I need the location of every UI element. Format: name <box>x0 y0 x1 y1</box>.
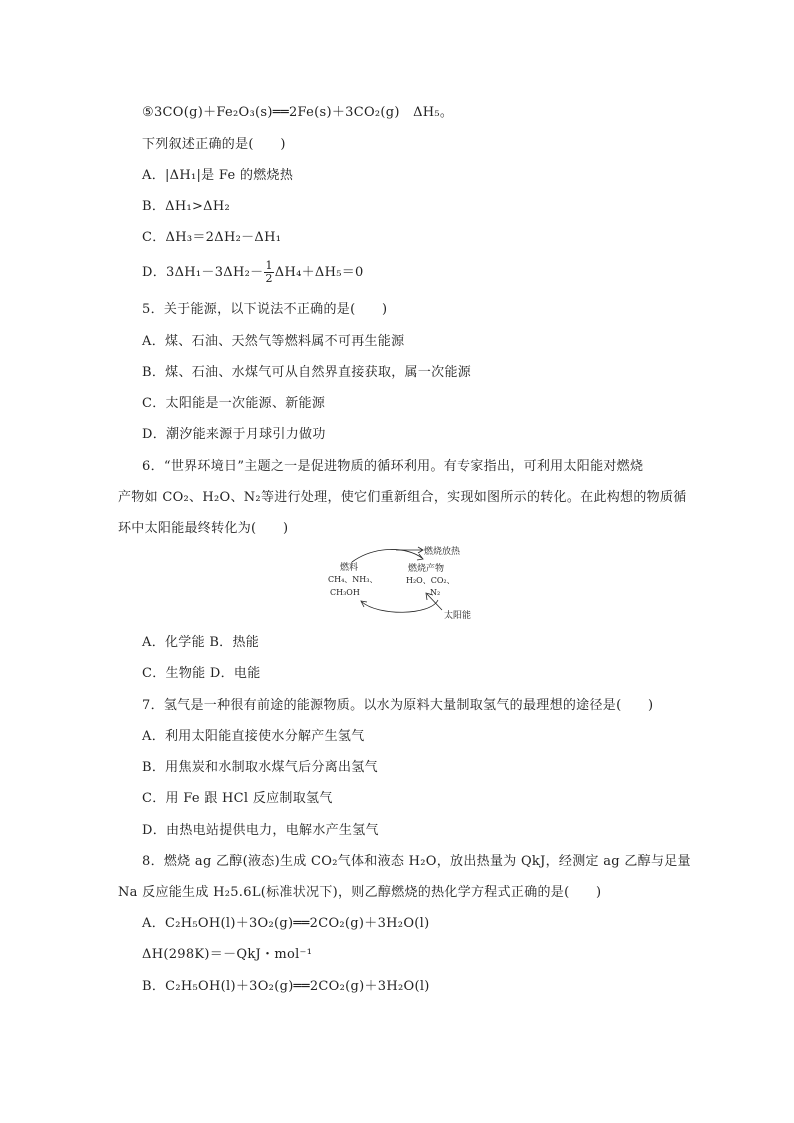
q6-options-cd: C．生物能 D．电能 <box>142 666 261 681</box>
fraction-denominator: 2 <box>265 272 273 285</box>
q4-option-d-part1: D．3ΔH₁－3ΔH₂－ <box>142 265 264 280</box>
q8-stem-line1: 8．燃烧 ag 乙醇(液态)生成 CO₂气体和液态 H₂O，放出热量为 QkJ，经测定 ag 乙醇与足量 <box>142 854 691 869</box>
fraction-numerator: 1 <box>265 259 273 272</box>
q7-option-c: C．用 Fe 跟 HCl 反应制取氢气 <box>142 791 333 806</box>
q7-stem: 7．氢气是一种很有前途的能源物质。以水为原料大量制取氢气的最理想的途径是( ) <box>142 698 654 713</box>
q8-stem-line2: Na 反应能生成 H₂5.6L(标准状况下)，则乙醇燃烧的热化学方程式正确的是( ) <box>118 885 602 900</box>
fuel-formulas-line1: CH₄、NH₃、 <box>328 575 378 584</box>
heat-release-label: 燃烧放热 <box>424 547 461 557</box>
q5-option-d: D．潮汐能来源于月球引力做功 <box>142 427 326 442</box>
fuel-title: 燃料 <box>340 563 359 573</box>
q5-stem: 5．关于能源，以下说法不正确的是( ) <box>142 302 388 317</box>
q4-option-b: B．ΔH₁>ΔH₂ <box>142 199 231 214</box>
energy-cycle-diagram <box>326 544 490 628</box>
q4-option-d-part2: ΔH₄＋ΔH₅＝0 <box>274 265 364 280</box>
q4-stem: 下列叙述正确的是( ) <box>142 137 286 152</box>
fuel-formulas-line2: CH₃OH <box>330 588 360 597</box>
product-formulas-line2: N₂ <box>430 588 441 597</box>
q5-option-b: B．煤、石油、水煤气可从自然界直接获取，属一次能源 <box>142 365 472 380</box>
q6-stem-line2: 产物如 CO₂、H₂O、N₂等进行处理，使它们重新组合，实现如图所示的转化。在此构想的物质循 <box>118 490 687 505</box>
q4-option-a: A．|ΔH₁|是 Fe 的燃烧热 <box>142 168 294 183</box>
q8-option-b-equation: B．C₂H₅OH(l)＋3O₂(g)══2CO₂(g)＋3H₂O(l) <box>142 979 430 994</box>
fraction-one-half <box>264 260 273 285</box>
q4-option-c: C．ΔH₃＝2ΔH₂－ΔH₁ <box>142 230 282 245</box>
q8-option-a-equation: A．C₂H₅OH(l)＋3O₂(g)══2CO₂(g)＋3H₂O(l) <box>142 916 430 931</box>
upper-cycle-arrow <box>352 549 422 562</box>
q7-option-d: D．由热电站提供电力，电解水产生氢气 <box>142 823 379 838</box>
q7-option-a: A．利用太阳能直接使水分解产生氢气 <box>142 729 365 744</box>
q6-stem-line3: 环中太阳能最终转化为( ) <box>118 521 289 536</box>
q4-option-d <box>142 260 364 285</box>
q5-option-c: C．太阳能是一次能源、新能源 <box>142 396 326 411</box>
q5-option-a: A．煤、石油、天然气等燃料属不可再生能源 <box>142 334 405 349</box>
q4-equation-5: ⑤3CO(g)＋Fe₂O₃(s)══2Fe(s)＋3CO₂(g) ΔH₅。 <box>142 105 454 120</box>
lower-cycle-arrow <box>362 600 438 612</box>
solar-energy-label: 太阳能 <box>444 611 472 621</box>
product-formulas-line1: H₂O、CO₂、 <box>406 576 455 585</box>
q6-stem-line1: 6．“世界环境日”主题之一是促进物质的循环利用。有专家指出，可利用太阳能对燃烧 <box>142 459 644 474</box>
product-title: 燃烧产物 <box>408 564 445 574</box>
q6-options-ab: A．化学能 B．热能 <box>142 635 260 650</box>
q8-option-a-enthalpy: ΔH(298K)＝－QkJ・mol⁻¹ <box>142 947 313 962</box>
q7-option-b: B．用焦炭和水制取水煤气后分离出氢气 <box>142 760 378 775</box>
